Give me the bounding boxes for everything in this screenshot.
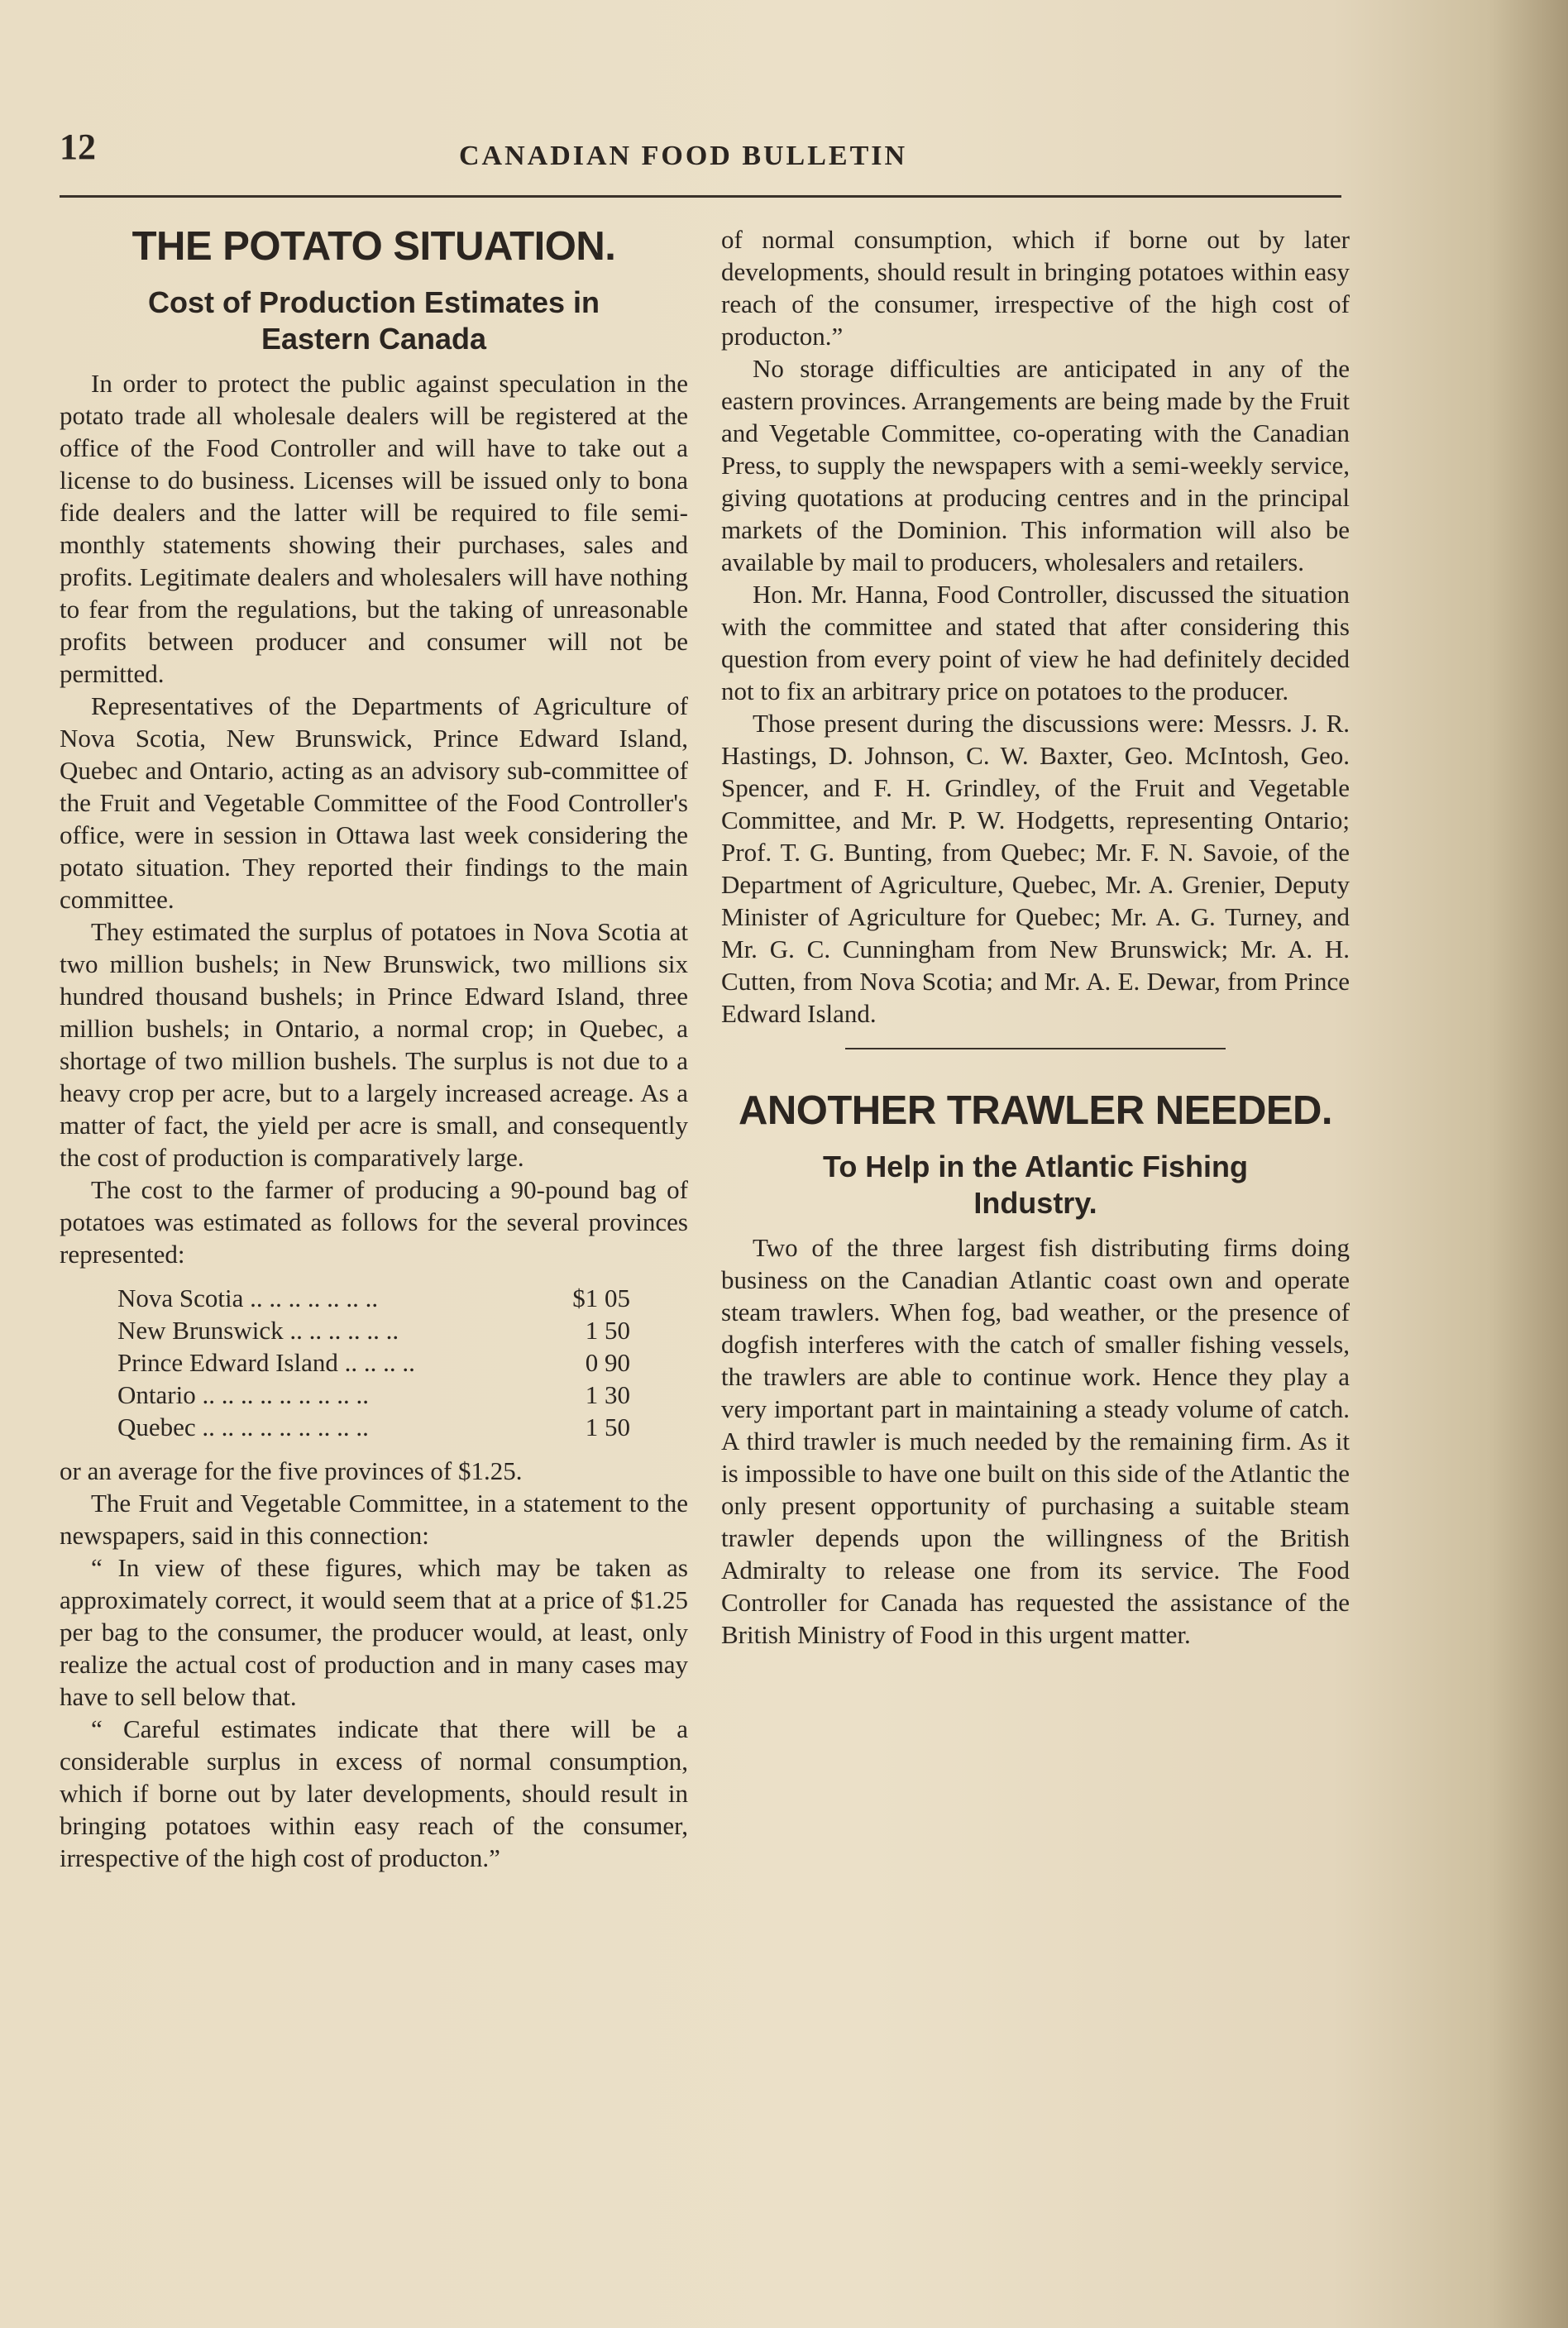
province-cost: 1 30 [585,1380,630,1409]
left-column [60,223,688,1872]
paragraph: They estimated the surplus of potatoes in Nova Scotia at two million bushels; in New Brunswick, two millions six hundred thousand bushels; in Prince Edward Island, three million bushels; in Ontario, a normal crop; in Quebec, a shortage of two million bushels. The surplus is not due to a heavy crop per acre, but to a largely increased acreage. As a matter of fact, the yield per acre is small, and consequently the cost of production is comparatively large. [60,917,688,1172]
province-name: Ontario .. .. .. .. .. .. .. .. .. [117,1380,369,1409]
article-title-trawler: ANOTHER TRAWLER NEEDED. [738,1088,1333,1133]
table-row [117,1346,630,1379]
province-cost: $1 05 [572,1284,630,1312]
cost-table [117,1282,630,1443]
paragraph: Two of the three largest fish distributing firms doing business on the Canadian Atlantic coast own and operate steam trawlers. When fog, bad weather, or the presence of dogfish interferes with the catch of smaller fishing vessels, the trawlers are able to continue work. Hence they play a very important part in maintaining a steady volume of catch. A third trawler is much needed by the remaining firm. As it is impossible to have one built on this side of the Atlantic the only present opportunity of purchasing a suitable steam trawler depends upon the willingness of the British Admiralty to release one from its service. The Food Controller for Canada has requested the assistance of the British Ministry of Food in this urgent matter. [721,1233,1350,1649]
paragraph: “ Careful estimates indicate that there will be a considerable surplus in excess of normal consumption, which if borne out by later developments, should result in bringing potatoes within easy reach of the consumer, irrespective of the high cost of producton.” [60,1714,688,1872]
province-name: Nova Scotia .. .. .. .. .. .. .. [117,1284,379,1312]
header-rule [60,195,1341,198]
province-cost: 1 50 [585,1413,630,1441]
page-number: 12 [60,127,96,167]
table-row [117,1282,630,1314]
province-name: Quebec .. .. .. .. .. .. .. .. .. [117,1413,369,1441]
table-row [117,1411,630,1443]
province-name: Prince Edward Island .. .. .. .. [117,1348,415,1377]
paragraph: The cost to the farmer of producing a 90-pound bag of potatoes was estimated as follows for the several provinces represented: [60,1175,688,1269]
paragraph: Representatives of the Departments of Agriculture of Nova Scotia, New Brunswick, Prince Edward Island, Quebec and Ontario, acting as an advisory sub-committee of the Fruit and Vegetable Committee of the Food Controller's office, were in session in Ottawa last week considering the potato situation. They reported their findings to the main committee. [60,691,688,914]
section-divider [845,1048,1226,1049]
paragraph: Those present during the discussions were: Messrs. J. R. Hastings, D. Johnson, C. W. Baxter, Geo. McIntosh, Geo. Spencer, and F. H. Grindley, of the Fruit and Vegetable Committee, and Mr. P. W. Hodgetts, representing Ontario; Prof. T. G. Bunting, from Quebec; Mr. F. N. Savoie, of the Department of Agriculture, Quebec, Mr. A. Grenier, Deputy Minister of Agriculture for Quebec; Mr. A. G. Turney, and Mr. G. C. Cunningham from New Brunswick; Mr. A. H. Cutten, from Nova Scotia; and Mr. A. E. Dewar, from Prince Edward Island. [721,709,1350,1028]
province-cost: 0 90 [585,1348,630,1377]
article-title-potato: THE POTATO SITUATION. [131,224,616,269]
paragraph: or an average for the five provinces of $1.25. [60,1456,523,1485]
paragraph-continuation: of normal consumption, which if borne out by later developments, should result in bringing potatoes within easy reach of the consumer, irrespective of the high cost of producton.” [721,225,1350,351]
article-subtitle-trawler: To Help in the Atlantic Fishing Industry. [823,1150,1248,1220]
province-cost: 1 50 [585,1316,630,1345]
right-column [721,223,1350,1651]
paragraph: The Fruit and Vegetable Committee, in a statement to the newspapers, said in this connection: [60,1489,688,1550]
publication-title: CANADIAN FOOD BULLETIN [459,141,908,171]
paragraph: “ In view of these figures, which may be taken as approximately correct, it would seem that at a price of $1.25 per bag to the consumer, the producer would, at least, only realize the actual cost of production and in many cases may have to sell below that. [60,1553,688,1711]
paragraph: No storage difficulties are anticipated in any of the eastern provinces. Arrangements are being made by the Fruit and Vegetable Committee, co-operating with the Canadian Press, to supply the newspapers with a semi-weekly service, giving quotations at producing centres and in the principal markets of the Dominion. This information will also be available by mail to producers, wholesalers and retailers. [721,354,1350,576]
table-row [117,1379,630,1411]
paragraph: In order to protect the public against speculation in the potato trade all wholesale dealers will be registered at the office of the Food Controller and will have to take out a license to do business. Licenses will be issued only to bona fide dealers and the latter will be required to file semi-monthly statements showing their purchases, sales and profits. Legitimate dealers and wholesalers will have nothing to fear from the regulations, but the taking of unreasonable profits between producer and consumer will not be permitted. [60,369,688,688]
article-subtitle-potato: Cost of Production Estimates in Eastern Canada [147,285,600,356]
paragraph: Hon. Mr. Hanna, Food Controller, discussed the situation with the committee and stated that after considering this question from every point of view he had definitely decided not to fix an arbitrary price on potatoes to the producer. [721,580,1350,705]
table-row [117,1314,630,1346]
province-name: New Brunswick .. .. .. .. .. .. [117,1316,399,1345]
